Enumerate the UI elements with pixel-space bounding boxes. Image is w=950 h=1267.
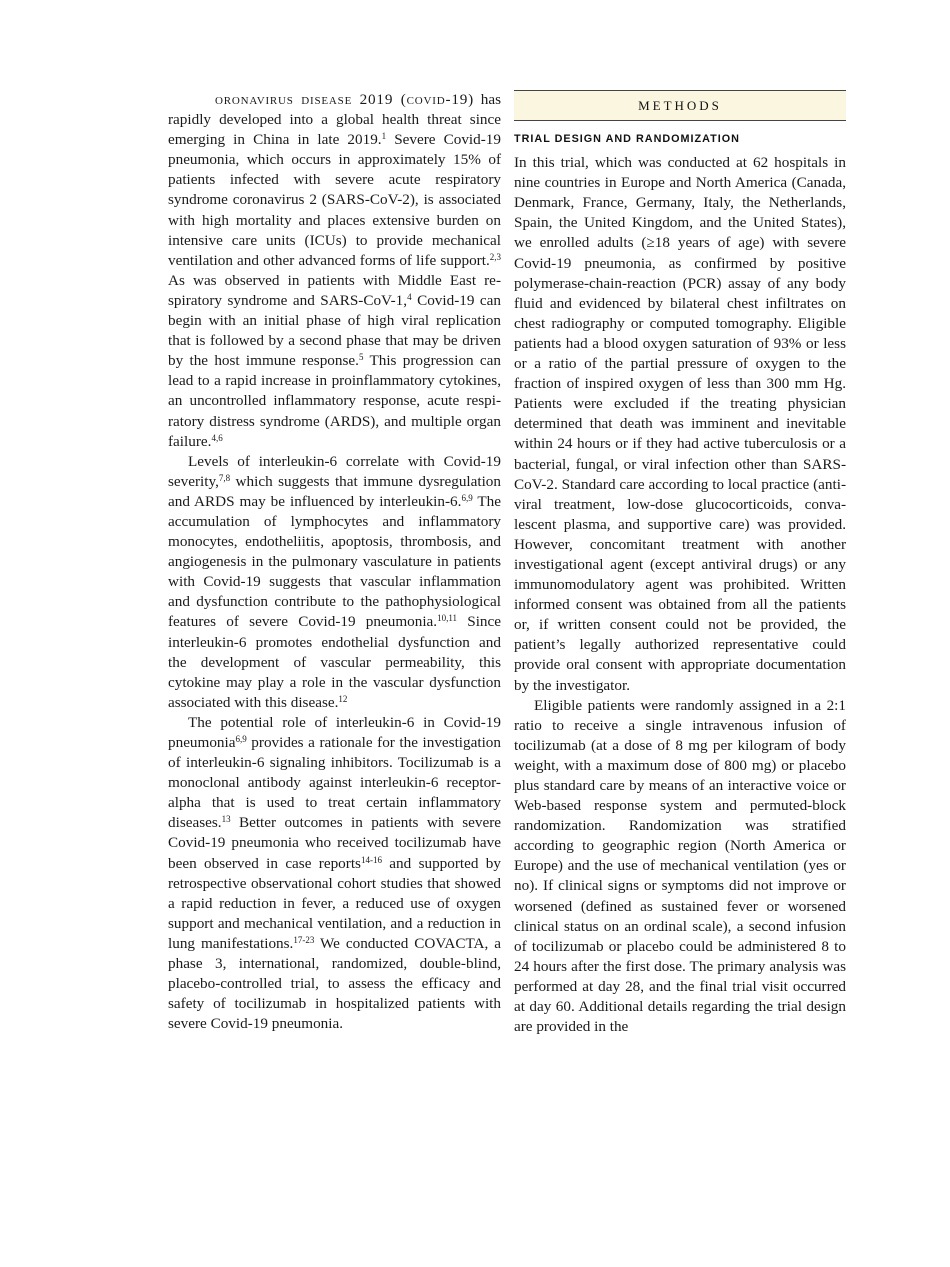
citation: 12 [338,693,348,704]
citation: 6,9 [461,492,473,503]
intro-text: The accumulation of lymphocytes and inflammatory monocytes, endotheliitis, apoptosis, thrombosis, and angiogenesis in the pulmonary vasculature in patients with Covid-19 suggests that vascular inflammation and dysfunction contribute to the pathophysiological features of severe Covid-19 pneumonia. [168,492,501,631]
citation: 5 [358,352,364,363]
intro-paragraph-3 [168,713,501,1035]
intro-text: The potential role of interleukin-6 in Covid-19 pneumonia [168,713,501,751]
methods-paragraph-1: In this trial, which was conducted at 62 hospitals in nine countries in Europe and North America (Canada, Denmark, France, Germany, Italy, the Netherlands, Spain, the United Kingdom, and the United States), we enrolled adults (≥18 years of age) with severe Covid-19 pneumonia, as confirmed by positive polymerase-chain-reaction (PCR) assay of any body fluid and evidenced by bilateral chest infiltrates on chest radiography or computed tomography. Eligible patients had a blood oxygen saturation of 93% or less or a ratio of the partial pressure of oxygen to the fraction of inspired oxygen of less than 300 mm Hg. Patients were excluded if the treating physician determined that death was imminent and inevitable within 24 hours or if they had active tuberculosis or a bacterial, fungal, or viral infection other than SARS-CoV-2. Standard care according to local practice (antiviral treatment, low-dose glucocorticoids, convalescent plasma, and supportive care) was provided. However, concomitant treatment with another investigational agent (except antiviral drugs) or any immunomodulatory agent was prohibited. Written informed consent was obtained from all the patients or, if written consent could not be provided, the patient’s legally authorized representative could provide oral consent with appropriate documentation by the investigator. [514,154,846,694]
citation: 10,11 [437,613,458,624]
intro-text: and supported by retrospective observational cohort studies that showed a rapid reduction in fever, a reduced use of oxygen support and mechanical ventilation, and a reduction in lung manifestations. [168,854,501,952]
intro-text: which suggests that immune dysregulation and ARDS may be influenced by interleukin-6. [168,472,501,510]
citation: 4,6 [211,432,223,443]
section-header-methods: METHODS [514,90,846,121]
introduction-column [168,90,501,1034]
intro-text: Covid-19 can begin with an initial phase of high viral replication that is followed by a second phase that may be driven by the host immune response. [168,291,502,370]
citation: 1 [381,131,387,142]
citation: 17-23 [293,934,315,945]
methods-column [514,90,846,1037]
citation: 4 [407,291,412,302]
intro-text: This progression can lead to a rapid increase in proinflammatory cytokines, an uncontrolled inflammatory response, acute respiratory distress syndrome (ARDS), and multiple organ failure. [168,352,501,450]
citation: 6,9 [235,734,247,744]
intro-text: Severe Covid-19 pneumonia, which occurs in approximately 15% of patients infected with severe acute respiratory syndrome coronavirus 2 (SARS-CoV-2), is associated with high mortality and places extensive burden on intensive care units (ICUs) to provide mechanical ventilation and other advanced forms of life support. [168,131,501,269]
intro-text: has rapidly developed into a global health threat since emerging in China in late 2019. [168,91,501,149]
intro-text: provides a rationale for the investigation of interleukin-6 signaling inhibitors. Tocilizumab is a monoclonal antibody against interleukin-6 receptor-alpha that is used to treat certain inflammatory diseases. [168,734,501,832]
citation: 14-16 [360,854,382,865]
subsection-heading: TRIAL DESIGN AND RANDOMIZATION [514,133,740,145]
intro-text: Levels of interleukin-6 correlate with Covid-19 severity, [168,452,501,490]
intro-paragraph-1 [168,90,501,452]
intro-text: We conducted COVACTA, a phase 3, international, randomized, double-blind, placebo-controlled trial, to assess the efficacy and safety of tocilizumab in hospitalized patients with severe Covid-19 pneumonia. [168,934,501,1033]
intro-text: Since interleukin-6 promotes endothelial dysfunction and the development of vascular permeability, this cytokine may play a role in the vascular dysfunction associated with this disease. [168,613,501,711]
citation: 13 [221,814,231,825]
citation: 2,3 [489,251,501,262]
intro-text: Better outcomes in patients with severe Covid-19 pneumonia who received tocilizumab have been observed in case reports [168,814,501,872]
intro-text: As was observed in patients with Middle East respiratory syndrome and SARS-CoV-1, [168,271,501,309]
intro-lead-smallcaps: oronavirus disease 2019 (covid-19) [215,91,474,108]
citation: 7,8 [218,472,231,483]
intro-paragraph-2 [168,452,501,713]
methods-paragraph-2: Eligible patients were randomly assigned in a 2:1 ratio to receive a single intravenous infusion of tocilizumab (at a dose of 8 mg per kilogram of body weight, with a maximum dose of 800 mg) or placebo plus standard care by means of an interactive voice or Web-based response system and permuted-block randomization. Randomization was stratified according to geographic region (North America or Europe) and the use of mechanical ventilation (yes or no). If clinical signs or symptoms did not improve or worsened (defined as sustained fever or worsened clinical status on an ordinal scale), a second infusion of tocilizumab or placebo could be administered 8 to 24 hours after the first dose. The primary analysis was performed at day 28, and the final trial visit occurred at day 60. Additional details regarding the trial design are provided in the [514,696,846,1036]
